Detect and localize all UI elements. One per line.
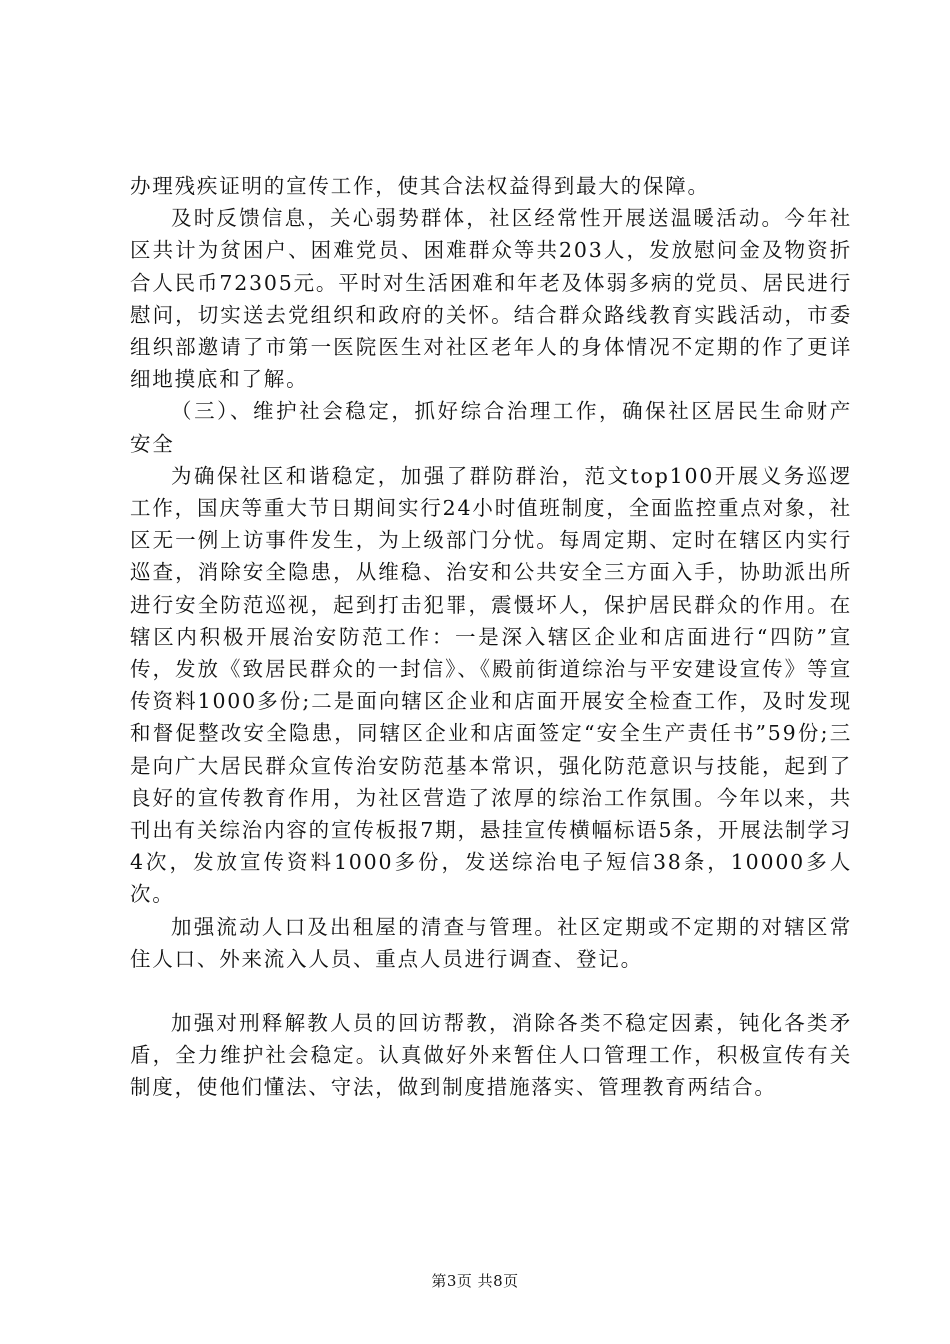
- paragraph-warmth-activities: 及时反馈信息，关心弱势群体，社区经常性开展送温暖活动。今年社区共计为贫困户、困难党员、困难群众等共203人，发放慰问金及物资折合人民币72305元。平时对生活困难和年老及体弱多病的党员、居民进行慰问，切实送去党组织和政府的关怀。结合群众路线教育实践活动，市委组织部邀请了市第一医院医生对社区老年人的身体情况不定期的作了更详细地摸底和了解。: [130, 206, 852, 392]
- document-body: [130, 170, 852, 1104]
- paragraph-floating-population: 加强流动人口及出租屋的清查与管理。社区定期或不定期的对辖区常住人口、外来流入人员、重点人员进行调查、登记。: [130, 914, 852, 971]
- paragraph-security-patrol: 为确保社区和谐稳定，加强了群防群治，范文top100开展义务巡逻工作，国庆等重大节日期间实行24小时值班制度，全面监控重点对象，社区无一例上访事件发生，为上级部门分忧。每周定期、定时在辖区内实行巡查，消除安全隐患，从维稳、治安和公共安全三方面入手，协助派出所进行安全防范巡视，起到打击犯罪，震慑坏人，保护居民群众的作用。在辖区内积极开展治安防范工作：一是深入辖区企业和店面进行“四防”宣传，发放《致居民群众的一封信》、《殿前街道综治与平安建设宣传》等宣传资料1000多份;二是面向辖区企业和店面开展安全检查工作，及时发现和督促整改安全隐患，同辖区企业和店面签定“安全生产责任书”59份;三是向广大居民群众宣传治安防范基本常识，强化防范意识与技能，起到了良好的宣传教育作用，为社区营造了浓厚的综治工作氛围。今年以来，共刊出有关综治内容的宣传板报7期，悬挂宣传横幅标语5条，开展法制学习4次，发放宣传资料1000多份，发送综治电子短信38条，10000多人次。: [130, 463, 852, 907]
- section-heading-social-stability: （三）、维护社会稳定，抓好综合治理工作，确保社区居民生命财产安全: [130, 399, 852, 456]
- page-number-footer: 第3页 共8页: [431, 1272, 519, 1290]
- paragraph-rehabilitation: 加强对刑释解教人员的回访帮教，消除各类不稳定因素，钝化各类矛盾，全力维护社会稳定。认真做好外来暂住人口管理工作，积极宣传有关制度，使他们懂法、守法，做到制度措施落实、管理教育两结合。: [130, 1011, 852, 1100]
- paragraph-continuation: 办理残疾证明的宣传工作，使其合法权益得到最大的保障。: [130, 174, 710, 198]
